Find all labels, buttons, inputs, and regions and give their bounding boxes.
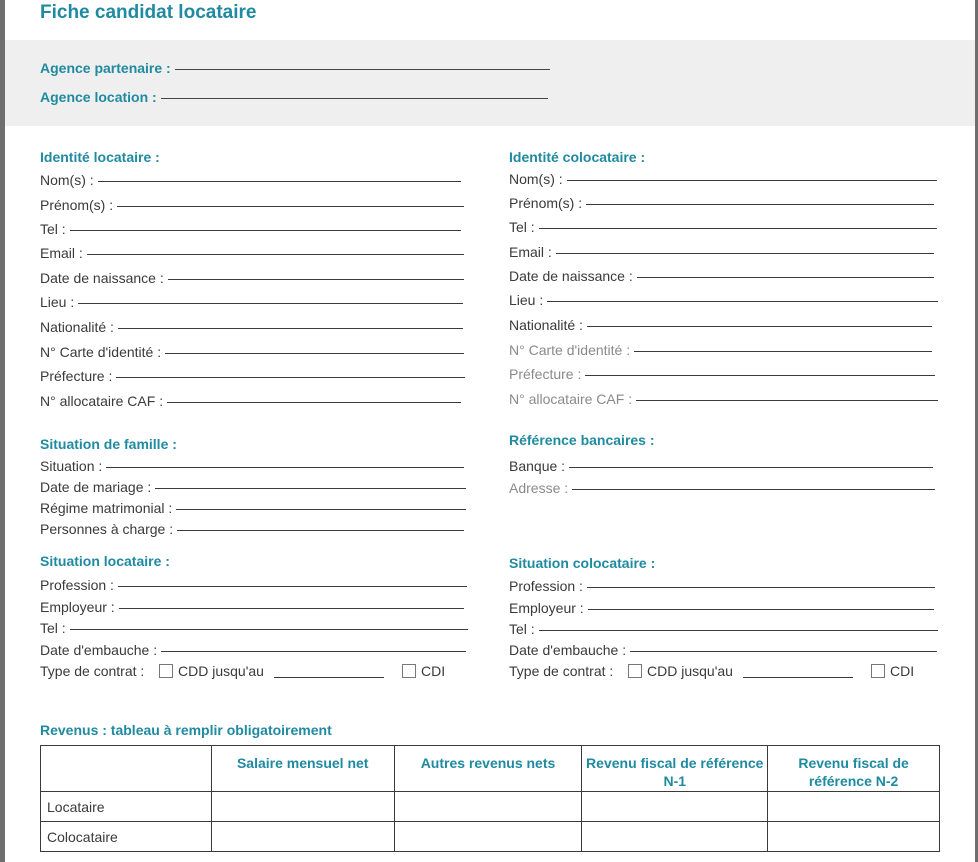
coloc-nationalite-field[interactable]: Nationalité : (509, 317, 932, 333)
banque-adresse-field[interactable]: Adresse : (509, 480, 935, 496)
page-title: Fiche candidat locataire (40, 2, 257, 23)
loc-prefecture-field[interactable]: Préfecture : (40, 368, 465, 384)
coloc-prefecture-field[interactable]: Préfecture : (509, 366, 935, 382)
famille-situation-field[interactable]: Situation : (40, 458, 464, 474)
revenus-row-label-colocataire: Colocataire (41, 822, 212, 852)
colocataire-autres-cell[interactable] (394, 822, 582, 852)
coloc-cdi-checkbox[interactable] (871, 664, 885, 678)
revenus-header-row (41, 746, 940, 792)
agency-location-field[interactable]: Agence location : (40, 89, 548, 105)
loc-contrat-label: Type de contrat : (40, 663, 145, 679)
reference-bancaires-heading: Référence bancaires : (509, 432, 655, 448)
loc-contrat-row (40, 663, 470, 681)
revenus-header-fiscal-n2: Revenu fiscal de référence N-2 (768, 746, 940, 792)
situation-famille-heading: Situation de famille : (40, 436, 177, 452)
revenus-row-label-locataire: Locataire (41, 792, 212, 822)
coloc-emploi-tel-field[interactable]: Tel : (509, 621, 938, 637)
identite-locataire-heading: Identité locataire : (40, 149, 160, 165)
loc-prenom-field[interactable]: Prénom(s) : (40, 197, 464, 213)
identite-colocataire-heading: Identité colocataire : (509, 149, 646, 165)
coloc-email-field[interactable]: Email : (509, 244, 934, 260)
coloc-naissance-field[interactable]: Date de naissance : (509, 268, 934, 284)
locataire-autres-cell[interactable] (394, 792, 582, 822)
locataire-salaire-cell[interactable] (211, 792, 394, 822)
locataire-fiscal-n2-cell[interactable] (768, 792, 940, 822)
loc-cdd-label: CDD jusqu'au (178, 663, 264, 679)
revenus-heading: Revenus : tableau à remplir obligatoirement (40, 722, 332, 738)
coloc-profession-field[interactable]: Profession : (509, 578, 935, 594)
colocataire-fiscal-n1-cell[interactable] (582, 822, 768, 852)
coloc-prenom-field[interactable]: Prénom(s) : (509, 195, 934, 211)
situation-locataire-heading: Situation locataire : (40, 553, 170, 569)
table-row (41, 822, 940, 852)
coloc-cdd-label: CDD jusqu'au (647, 663, 733, 679)
colocataire-salaire-cell[interactable] (211, 822, 394, 852)
loc-email-field[interactable]: Email : (40, 245, 464, 261)
agency-panel (5, 40, 975, 126)
coloc-tel-field[interactable]: Tel : (509, 219, 937, 235)
agency-partner-field[interactable]: Agence partenaire : (40, 60, 550, 76)
banque-field[interactable]: Banque : (509, 458, 933, 474)
coloc-contrat-label: Type de contrat : (509, 663, 614, 679)
revenus-header-autres: Autres revenus nets (394, 746, 582, 792)
colocataire-fiscal-n2-cell[interactable] (768, 822, 940, 852)
revenus-table (40, 745, 940, 852)
coloc-contrat-row (509, 663, 939, 681)
loc-employeur-field[interactable]: Employeur : (40, 599, 464, 615)
loc-tel-field[interactable]: Tel : (40, 221, 461, 237)
loc-cdi-label: CDI (421, 663, 446, 679)
loc-caf-field[interactable]: N° allocataire CAF : (40, 393, 461, 409)
window-border-left (0, 0, 5, 862)
loc-profession-field[interactable]: Profession : (40, 577, 467, 593)
loc-nationalite-field[interactable]: Nationalité : (40, 319, 463, 335)
coloc-embauche-field[interactable]: Date d'embauche : (509, 642, 937, 658)
coloc-lieu-field[interactable]: Lieu : (509, 292, 938, 308)
loc-emploi-tel-field[interactable]: Tel : (40, 620, 468, 636)
loc-lieu-field[interactable]: Lieu : (40, 294, 463, 310)
coloc-cdd-date-line[interactable] (743, 677, 853, 678)
coloc-cdd-checkbox[interactable] (628, 664, 642, 678)
loc-cdi-checkbox[interactable] (402, 664, 416, 678)
loc-naissance-field[interactable]: Date de naissance : (40, 270, 464, 286)
coloc-nom-field[interactable]: Nom(s) : (509, 171, 937, 187)
loc-nom-field[interactable]: Nom(s) : (40, 172, 461, 188)
loc-cdd-checkbox[interactable] (159, 664, 173, 678)
coloc-carte-identite-field[interactable]: N° Carte d'identité : (509, 342, 932, 358)
loc-carte-identite-field[interactable]: N° Carte d'identité : (40, 344, 464, 360)
table-row (41, 792, 940, 822)
coloc-cdi-label: CDI (890, 663, 915, 679)
situation-colocataire-heading: Situation colocataire : (509, 555, 656, 571)
revenus-header-fiscal-n1: Revenu fiscal de référence N-1 (582, 746, 768, 792)
famille-personnes-charge-field[interactable]: Personnes à charge : (40, 521, 464, 537)
revenus-header-salaire: Salaire mensuel net (211, 746, 394, 792)
revenus-header-empty (41, 746, 212, 792)
coloc-caf-field[interactable]: N° allocataire CAF : (509, 391, 938, 407)
loc-cdd-date-line[interactable] (274, 677, 384, 678)
coloc-employeur-field[interactable]: Employeur : (509, 600, 934, 616)
loc-embauche-field[interactable]: Date d'embauche : (40, 642, 466, 658)
famille-regime-field[interactable]: Régime matrimonial : (40, 500, 466, 516)
locataire-fiscal-n1-cell[interactable] (582, 792, 768, 822)
famille-mariage-field[interactable]: Date de mariage : (40, 479, 466, 495)
